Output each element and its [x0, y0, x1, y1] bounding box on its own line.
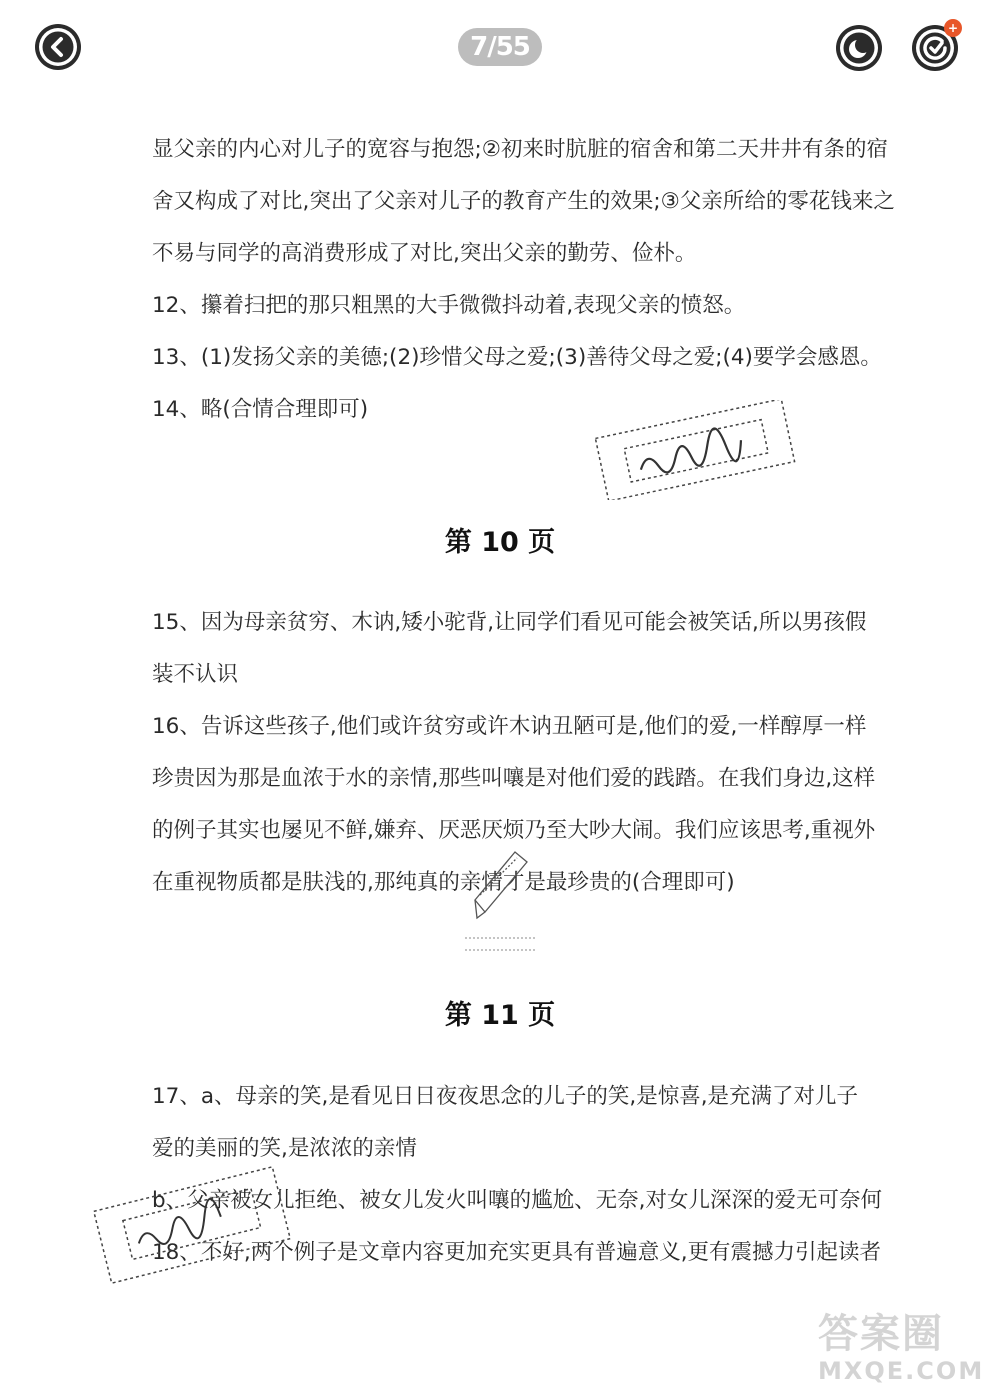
text-line: 爱的美丽的笑,是浓浓的亲情	[152, 1136, 417, 1161]
site-watermark	[818, 1312, 984, 1386]
text-line: 在重视物质都是肤浅的,那纯真的亲情才是最珍贵的(合理即可)	[152, 870, 735, 895]
seal-mark	[455, 840, 545, 960]
text-line: 珍贵因为那是血浓于水的亲情,那些叫嚷是对他们爱的践踏。在我们身边,这样	[152, 766, 876, 791]
top-toolbar	[0, 0, 1000, 100]
text-line: 的例子其实也屡见不鲜,嫌弃、厌恶厌烦乃至大吵大闹。我们应该思考,重视外	[152, 818, 876, 843]
text-line: 14、略(合情合理即可)	[152, 397, 369, 422]
watermark-logo-text: 答案圈	[818, 1311, 944, 1357]
text-line: 13、(1)发扬父亲的美德;(2)珍惜父母之爱;(3)善待父母之爱;(4)要学会感恩。	[152, 345, 882, 370]
text-line: 显父亲的内心对儿子的宽容与抱怨;②初来时肮脏的宿舍和第二天井井有条的宿	[152, 137, 889, 162]
page-heading-10: 第 10 页	[444, 527, 556, 558]
stamp-mark	[92, 1160, 292, 1290]
text-line: b、父亲被女儿拒绝、被女儿发火叫嚷的尴尬、无奈,对女儿深深的爱无可奈何	[152, 1188, 882, 1213]
text-line: 17、a、母亲的笑,是看见日日夜夜思念的儿子的笑,是惊喜,是充满了对儿子	[152, 1084, 859, 1109]
text-line: 18、不好,两个例子是文章内容更加充实更具有普遍意义,更有震撼力引起读者	[152, 1240, 882, 1265]
text-line: 15、因为母亲贫穷、木讷,矮小驼背,让同学们看见可能会被笑话,所以男孩假	[152, 610, 867, 635]
night-mode-button[interactable]	[836, 25, 882, 71]
collect-button[interactable]	[912, 21, 959, 71]
text-line: 12、攥着扫把的那只粗黑的大手微微抖动着,表现父亲的愤怒。	[152, 293, 746, 318]
text-line: 不易与同学的高消费形成了对比,突出父亲的勤劳、俭朴。	[152, 241, 697, 266]
page-counter: 7/55	[458, 28, 542, 66]
moon-icon	[836, 25, 882, 71]
page-heading-11: 第 11 页	[444, 1000, 556, 1031]
notification-badge: +	[944, 19, 962, 37]
watermark-domain: MXQE.COM	[818, 1357, 985, 1385]
text-line: 16、告诉这些孩子,他们或许贫穷或许木讷丑陋可是,他们的爱,一样醇厚一样	[152, 714, 867, 739]
stamp-mark	[590, 400, 800, 500]
back-button[interactable]	[35, 24, 81, 70]
text-line: 装不认识	[152, 662, 239, 687]
text-line: 舍又构成了对比,突出了父亲对儿子的教育产生的效果;③父亲所给的零花钱来之	[152, 189, 895, 214]
chevron-left-icon	[35, 24, 81, 70]
